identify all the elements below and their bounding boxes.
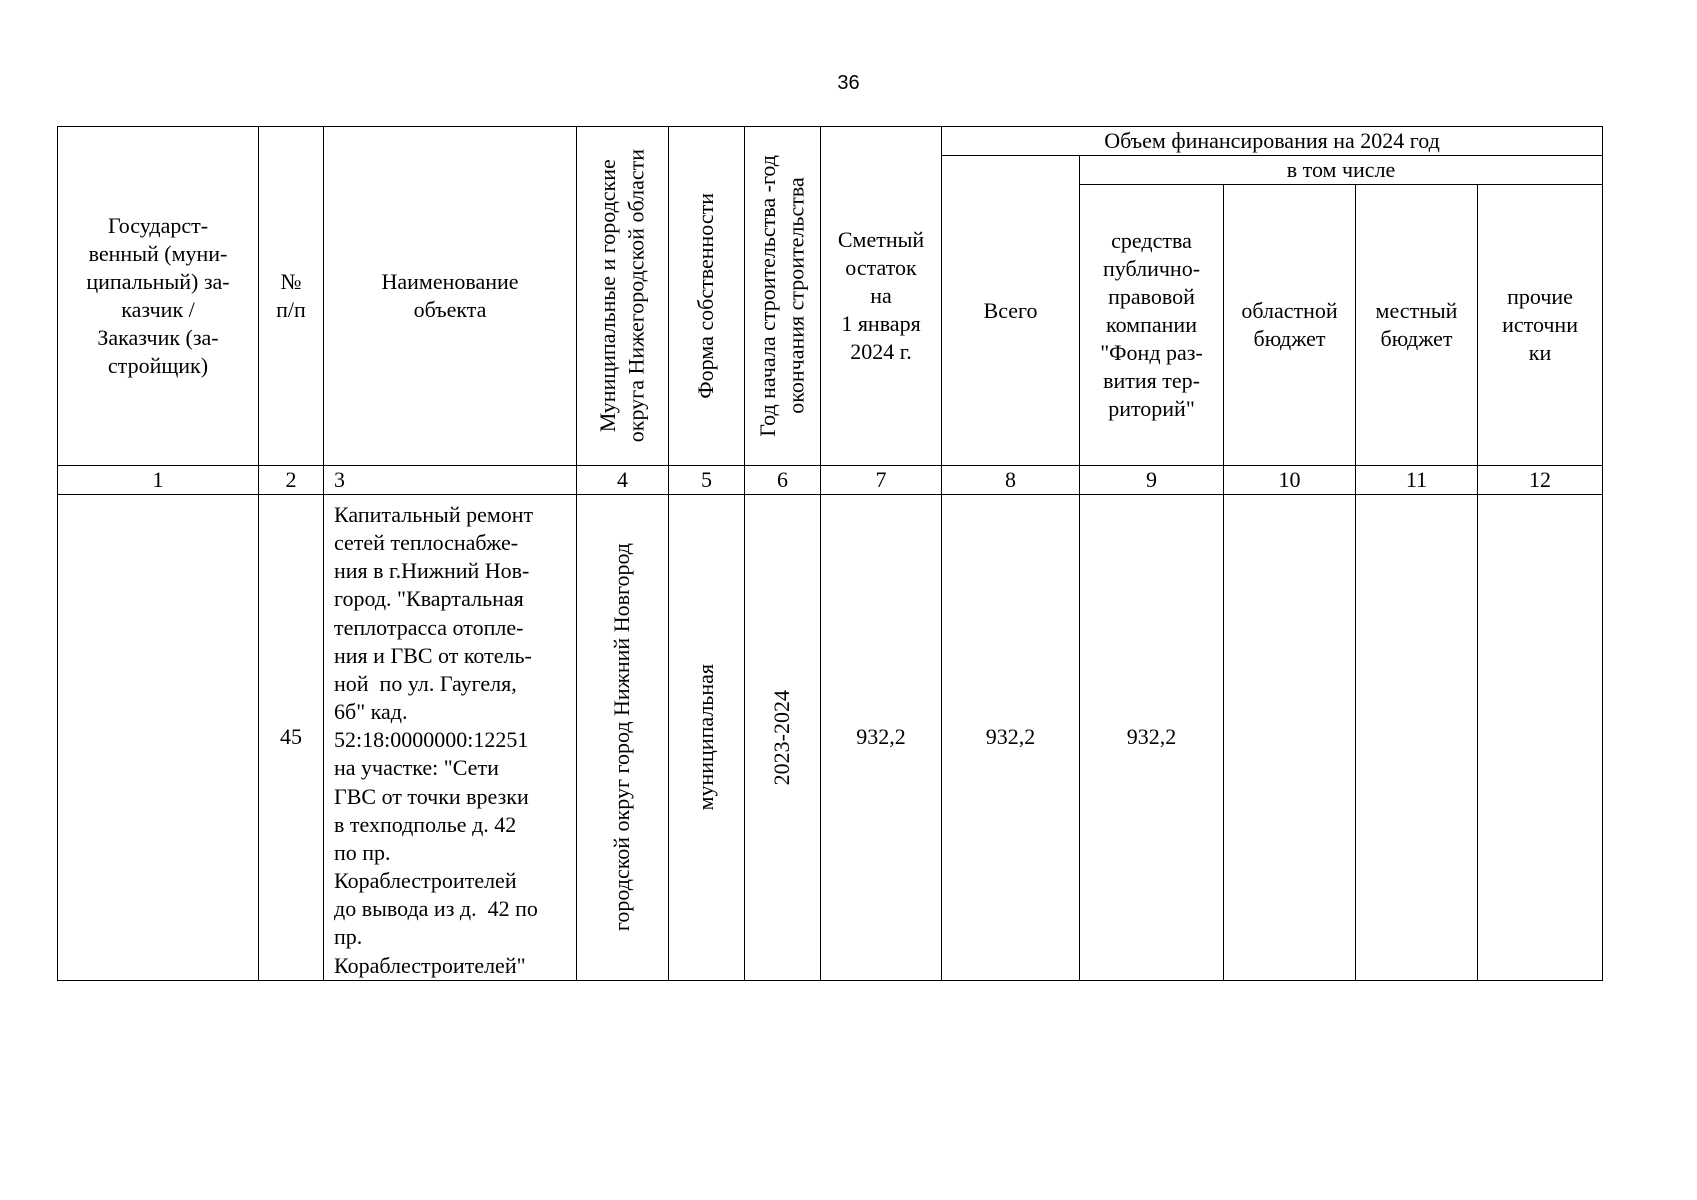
cell-years: 2023-2024 bbox=[745, 495, 821, 981]
cell-ownership: муниципальная bbox=[669, 495, 745, 981]
column-number: 11 bbox=[1356, 466, 1478, 495]
header-ownership: Форма собственности bbox=[669, 127, 745, 466]
column-number: 2 bbox=[259, 466, 324, 495]
cell-fund: 932,2 bbox=[1080, 495, 1224, 981]
column-number: 8 bbox=[942, 466, 1080, 495]
cell-estimate-balance: 932,2 bbox=[821, 495, 942, 981]
cell-regional-budget bbox=[1224, 495, 1356, 981]
header-financing-group: Объем финансирования на 2024 год bbox=[942, 127, 1603, 156]
cell-local-budget bbox=[1356, 495, 1478, 981]
header-customer: Государст- венный (муни- ципальный) за- казчик / Заказчик (за- стройщик) bbox=[58, 127, 259, 466]
cell-other-sources bbox=[1478, 495, 1603, 981]
table-row bbox=[58, 495, 1603, 981]
header-estimate-balance: Сметный остаток на 1 января 2024 г. bbox=[821, 127, 942, 466]
header-years: Год начала строительства -год окончания строительства bbox=[745, 127, 821, 466]
column-number: 10 bbox=[1224, 466, 1356, 495]
column-number: 7 bbox=[821, 466, 942, 495]
header-object-name: Наименование объекта bbox=[324, 127, 577, 466]
cell-municipality: городской округ город Нижний Новгород bbox=[577, 495, 669, 981]
header-fund: средства публично- правовой компании "Фонд раз- вития тер- риторий" bbox=[1080, 185, 1224, 466]
header-pp: № п/п bbox=[259, 127, 324, 466]
cell-object-name: Капитальный ремонт сетей теплоснабже- ния в г.Нижний Нов- город. "Квартальная теплотрасса отопле- ния и ГВС от котель- ной по ул. Гаугеля, 6б" кад. 52:18:0000000:12251 на участке: "Сети ГВС от точки врезки в техподполье д. 42 по пр. Кораблестроителей до вывода из д. 42 по пр. Кораблестроителей" bbox=[324, 495, 577, 981]
header-total: Всего bbox=[942, 156, 1080, 466]
header-regional-budget: областной бюджет bbox=[1224, 185, 1356, 466]
column-number: 4 bbox=[577, 466, 669, 495]
column-number: 12 bbox=[1478, 466, 1603, 495]
cell-total: 932,2 bbox=[942, 495, 1080, 981]
financing-table bbox=[57, 126, 1603, 981]
header-including: в том числе bbox=[1080, 156, 1603, 185]
header-municipality: Муниципальные и городские округа Нижегородской области bbox=[577, 127, 669, 466]
column-number: 6 bbox=[745, 466, 821, 495]
header-other-sources: прочие источни ки bbox=[1478, 185, 1603, 466]
header-local-budget: местный бюджет bbox=[1356, 185, 1478, 466]
column-number: 3 bbox=[324, 466, 577, 495]
column-number: 1 bbox=[58, 466, 259, 495]
cell-customer bbox=[58, 495, 259, 981]
column-number: 5 bbox=[669, 466, 745, 495]
column-number-row bbox=[58, 466, 1603, 495]
page-number: 36 bbox=[837, 72, 860, 94]
cell-pp: 45 bbox=[259, 495, 324, 981]
column-number: 9 bbox=[1080, 466, 1224, 495]
